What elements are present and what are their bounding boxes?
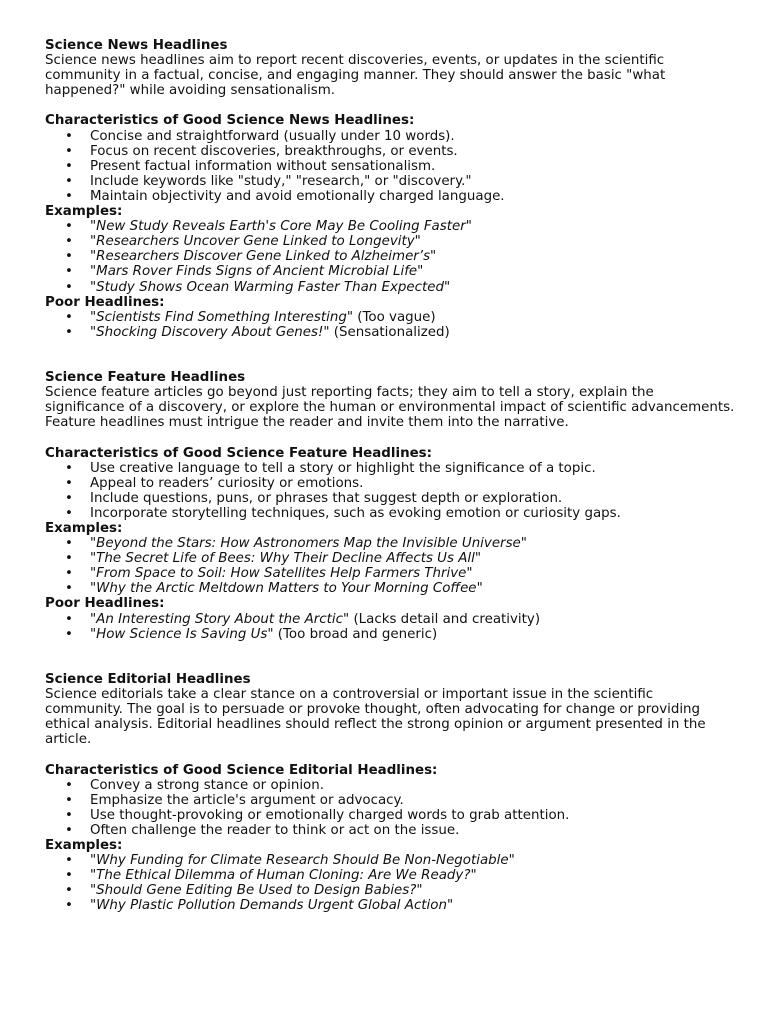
section-news	[45, 38, 735, 340]
example-headline: Study Shows Ocean Warming Faster Than Expected	[96, 279, 444, 295]
section-intro: Science news headlines aim to report recent discoveries, events, or updates in the scientific community in a factual, concise, and engaging manner. They should answer the basic "what happened?" while avoiding sensationalism.	[45, 53, 666, 99]
poor-headline-note: (Too vague)	[353, 309, 436, 325]
characteristics-list	[45, 778, 735, 838]
example-headline: Researchers Discover Gene Linked to Alzheimer’s	[96, 249, 431, 265]
list-item: • Emphasize the article's argument or advocacy.	[45, 793, 735, 808]
example-headline: The Ethical Dilemma of Human Cloning: Are We Ready?	[96, 868, 471, 884]
document-page	[45, 38, 735, 913]
list-item: • Use creative language to tell a story or highlight the significance of a topic.	[45, 461, 735, 476]
characteristics-title: Characteristics of Good Science Feature Headlines:	[45, 445, 433, 461]
list-item: • Convey a strong stance or opinion.	[45, 778, 735, 793]
poor-headline-note: (Too broad and generic)	[273, 626, 438, 642]
example-item: • "Beyond the Stars: How Astronomers Map the Invisible Universe"	[45, 536, 735, 551]
list-item: • Maintain objectivity and avoid emotionally charged language.	[45, 189, 735, 204]
example-item: • "Why the Arctic Meltdown Matters to Your Morning Coffee"	[45, 581, 735, 596]
characteristics-list	[45, 129, 735, 204]
example-headline: Researchers Uncover Gene Linked to Longevity	[96, 234, 415, 250]
example-item: • "Researchers Discover Gene Linked to Alzheimer’s"	[45, 249, 735, 264]
poor-headlines-title: Poor Headlines:	[45, 294, 165, 310]
examples-title: Examples:	[45, 837, 123, 853]
example-item: • "New Study Reveals Earth's Core May Be Cooling Faster"	[45, 219, 735, 234]
characteristics-title: Characteristics of Good Science Editorial Headlines:	[45, 762, 438, 778]
example-headline: From Space to Soil: How Satellites Help Farmers Thrive	[96, 566, 467, 582]
examples-list	[45, 536, 735, 596]
poor-headline: Shocking Discovery About Genes!	[96, 324, 324, 340]
example-headline: Why Funding for Climate Research Should Be Non-Negotiable	[96, 853, 509, 869]
poor-headline-item: • "Scientists Find Something Interesting" (Too vague)	[45, 310, 735, 325]
section-title: Science Feature Headlines	[45, 370, 246, 386]
poor-headline: An Interesting Story About the Arctic	[96, 611, 344, 627]
list-item: • Focus on recent discoveries, breakthroughs, or events.	[45, 144, 735, 159]
examples-list	[45, 219, 735, 294]
section-feature	[45, 370, 735, 642]
example-item: • "Should Gene Editing Be Used to Design Babies?"	[45, 883, 735, 898]
poor-headline-note: (Lacks detail and creativity)	[349, 611, 541, 627]
poor-headlines-list	[45, 612, 735, 642]
list-item: • Appeal to readers’ curiosity or emotions.	[45, 476, 735, 491]
examples-title: Examples:	[45, 204, 123, 220]
example-item: • "From Space to Soil: How Satellites Help Farmers Thrive"	[45, 566, 735, 581]
characteristics-list	[45, 461, 735, 521]
example-headline: New Study Reveals Earth's Core May Be Cooling Faster	[96, 219, 466, 235]
example-item: • "The Secret Life of Bees: Why Their Decline Affects Us All"	[45, 551, 735, 566]
example-headline: Why the Arctic Meltdown Matters to Your Morning Coffee	[96, 581, 477, 597]
list-item: • Often challenge the reader to think or act on the issue.	[45, 823, 735, 838]
poor-headline-note: (Sensationalized)	[329, 324, 450, 340]
example-headline: Why Plastic Pollution Demands Urgent Global Action	[96, 898, 447, 914]
poor-headline-item: • "How Science Is Saving Us" (Too broad and generic)	[45, 627, 735, 642]
characteristics-title: Characteristics of Good Science News Headlines:	[45, 113, 415, 129]
example-headline: Mars Rover Finds Signs of Ancient Microbial Life	[96, 264, 418, 280]
example-item: • "Mars Rover Finds Signs of Ancient Microbial Life"	[45, 264, 735, 279]
example-item: • "Researchers Uncover Gene Linked to Longevity"	[45, 234, 735, 249]
example-item: • "The Ethical Dilemma of Human Cloning: Are We Ready?"	[45, 868, 735, 883]
example-headline: The Secret Life of Bees: Why Their Decline Affects Us All	[96, 551, 475, 567]
section-editorial	[45, 672, 735, 914]
section-title: Science Editorial Headlines	[45, 671, 251, 687]
example-headline: Should Gene Editing Be Used to Design Babies?	[96, 883, 417, 899]
section-intro: Science feature articles go beyond just reporting facts; they aim to tell a story, explain the significance of a discovery, or explore the human or environmental impact of scientific advancements. Feature headlines must intrigue the reader and invite them into the narrative.	[45, 385, 735, 431]
poor-headline: How Science Is Saving Us	[96, 626, 268, 642]
list-item: • Include keywords like "study," "research," or "discovery."	[45, 174, 735, 189]
example-item: • "Why Plastic Pollution Demands Urgent Global Action"	[45, 898, 735, 913]
examples-list	[45, 853, 735, 913]
list-item: • Concise and straightforward (usually under 10 words).	[45, 129, 735, 144]
poor-headline: Scientists Find Something Interesting	[96, 309, 347, 325]
example-headline: Beyond the Stars: How Astronomers Map the Invisible Universe	[96, 536, 521, 552]
list-item: • Present factual information without sensationalism.	[45, 159, 735, 174]
poor-headline-item: • "An Interesting Story About the Arctic" (Lacks detail and creativity)	[45, 612, 735, 627]
list-item: • Include questions, puns, or phrases that suggest depth or exploration.	[45, 491, 735, 506]
poor-headlines-title: Poor Headlines:	[45, 596, 165, 612]
poor-headlines-list	[45, 310, 735, 340]
poor-headline-item: • "Shocking Discovery About Genes!" (Sensationalized)	[45, 325, 735, 340]
list-item: • Use thought-provoking or emotionally charged words to grab attention.	[45, 808, 735, 823]
examples-title: Examples:	[45, 521, 123, 536]
list-item: • Incorporate storytelling techniques, such as evoking emotion or curiosity gaps.	[45, 506, 735, 521]
example-item: • "Why Funding for Climate Research Should Be Non-Negotiable"	[45, 853, 735, 868]
section-title: Science News Headlines	[45, 38, 228, 53]
example-item: • "Study Shows Ocean Warming Faster Than Expected"	[45, 280, 735, 295]
section-intro: Science editorials take a clear stance on a controversial or important issue in the scientific community. The goal is to persuade or provoke thought, often advocating for change or providing ethical analysis. Editorial headlines should reflect the strong opinion or argument presented in the article.	[45, 687, 706, 748]
